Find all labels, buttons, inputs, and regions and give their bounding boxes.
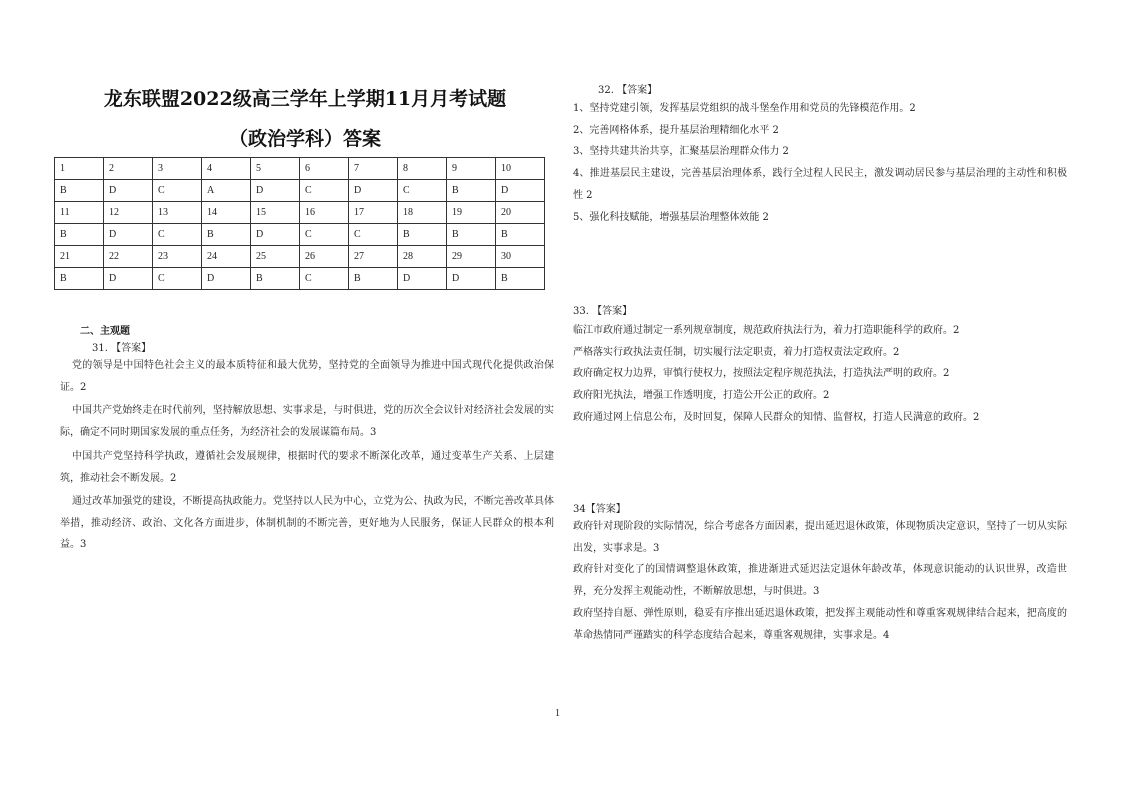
q34-line: 政府针对现阶段的实际情况，综合考虑各方面因素，提出延迟退休政策，体现物质决定意识，坚持了一切从实际出发，实事求是。3 (573, 521, 1067, 554)
question-number-cell: 18 (398, 202, 447, 224)
document-title: 龙东联盟2022级高三学年上学期11月月考试题 (103, 88, 507, 110)
q34-answer (573, 516, 1067, 646)
answer-cell: D (202, 268, 251, 290)
question-number-cell: 5 (251, 158, 300, 180)
question-number-cell: 30 (496, 246, 545, 268)
document-subtitle: （政治学科）答案 (228, 128, 381, 150)
question-number-cell: 14 (202, 202, 251, 224)
answer-table (54, 157, 545, 290)
answer-cell: C (349, 224, 398, 246)
q33-line: 政府确定权力边界，审慎行使权力，按照法定程序规范执法，打造执法严明的政府。2 (573, 368, 950, 380)
answer-cell: D (104, 268, 153, 290)
q31-paragraph: 中国共产党始终走在时代前列，坚持解放思想、实事求是，与时俱进，党的历次全会议针对经济社会发展的实际，确定不同时期国家发展的重点任务，为经济社会的发展谋篇布局。3 (60, 405, 554, 438)
q32-line: 2、完善网格体系，提升基层治理精细化水平 2 (573, 124, 779, 136)
question-number-cell: 6 (300, 158, 349, 180)
question-number-cell: 27 (349, 246, 398, 268)
answer-cell: B (202, 224, 251, 246)
section-heading: 二、主观题 (80, 326, 130, 337)
q32-line: 5、强化科技赋能，增强基层治理整体效能 2 (573, 211, 769, 223)
q32-line: 3、坚持共建共治共享，汇聚基层治理群众伟力 2 (573, 146, 789, 158)
answer-cell: C (153, 224, 202, 246)
answer-cell: B (251, 268, 300, 290)
question-number-row (55, 202, 545, 224)
answer-cell: D (251, 180, 300, 202)
q33-answer (573, 320, 1067, 429)
question-number-cell: 17 (349, 202, 398, 224)
q33-heading: 33. 【答案】 (573, 306, 633, 317)
answer-cell: B (496, 268, 545, 290)
question-number-cell: 21 (55, 246, 104, 268)
q31-paragraph: 通过改革加强党的建设，不断提高执政能力。党坚持以人民为中心，立党为公、执政为民，不断完善改革具体举措，推动经济、政治、文化各方面进步，体制机制的不断完善，更好地为人民服务，保证人民群众的根本利益。3 (60, 496, 554, 550)
answer-cell: C (398, 180, 447, 202)
question-number-cell: 3 (153, 158, 202, 180)
q34-line: 政府坚持自愿、弹性原则，稳妥有序推出延迟退休政策，把发挥主观能动性和尊重客观规律结合起来，把高度的革命热情同严谨踏实的科学态度结合起来，尊重客观规律，实事求是。4 (573, 607, 1067, 641)
question-number-cell: 16 (300, 202, 349, 224)
question-number-cell: 1 (55, 158, 104, 180)
answer-cell: D (447, 268, 496, 290)
q34-heading: 34【答案】 (573, 504, 626, 515)
question-number-cell: 4 (202, 158, 251, 180)
answer-cell: B (447, 224, 496, 246)
q32-heading: 32. 【答案】 (598, 85, 658, 96)
question-number-cell: 15 (251, 202, 300, 224)
q32-line: 1、坚持党建引领，发挥基层党组织的战斗堡垒作用和党员的先锋模范作用。2 (573, 103, 916, 114)
q31-paragraph: 中国共产党坚持科学执政，遵循社会发展规律，根据时代的要求不断深化改革，通过变革生产关系、上层建筑，推动社会不断发展。2 (60, 451, 554, 484)
answer-cell: C (153, 268, 202, 290)
q32-answer (573, 98, 1067, 228)
answer-cell: C (300, 224, 349, 246)
question-number-cell: 12 (104, 202, 153, 224)
answer-cell: B (447, 180, 496, 202)
answer-row (55, 180, 545, 202)
q33-line: 临江市政府通过制定一系列规章制度，规范政府执法行为，着力打造职能科学的政府。2 (573, 325, 960, 336)
question-number-row (55, 158, 545, 180)
question-number-cell: 13 (153, 202, 202, 224)
question-number-cell: 8 (398, 158, 447, 180)
answer-cell: D (251, 224, 300, 246)
question-number-cell: 7 (349, 158, 398, 180)
answer-cell: C (300, 268, 349, 290)
answer-cell: B (55, 180, 104, 202)
q33-line: 政府阳光执法，增强工作透明度，打造公开公正的政府。2 (573, 390, 830, 402)
answer-cell: D (104, 180, 153, 202)
answer-cell: B (55, 224, 104, 246)
question-number-cell: 29 (447, 246, 496, 268)
question-number-cell: 26 (300, 246, 349, 268)
answer-cell: C (300, 180, 349, 202)
question-number-row (55, 246, 545, 268)
q33-line: 严格落实行政执法责任制，切实履行法定职责，着力打造权责法定政府。2 (573, 346, 900, 358)
question-number-cell: 22 (104, 246, 153, 268)
question-number-cell: 25 (251, 246, 300, 268)
q32-line: 4、推进基层民主建设，完善基层治理体系，践行全过程人民民主，激发调动居民参与基层治理的主动性和积极性 2 (573, 168, 1067, 201)
answer-cell: B (349, 268, 398, 290)
question-number-cell: 23 (153, 246, 202, 268)
answer-cell: D (496, 180, 545, 202)
question-number-cell: 20 (496, 202, 545, 224)
answer-row (55, 268, 545, 290)
question-number-cell: 10 (496, 158, 545, 180)
question-number-cell: 28 (398, 246, 447, 268)
answer-cell: C (153, 180, 202, 202)
page-number: 1 (555, 708, 560, 719)
q34-line: 政府针对变化了的国情调整退休政策，推进渐进式延迟法定退休年龄改革，体现意识能动的认识世界，改造世界，充分发挥主观能动性，不断解放思想，与时俱进。3 (573, 564, 1067, 598)
answer-cell: B (55, 268, 104, 290)
q31-heading: 31. 【答案】 (92, 343, 152, 354)
question-number-cell: 24 (202, 246, 251, 268)
answer-cell: D (349, 180, 398, 202)
question-number-cell: 19 (447, 202, 496, 224)
question-number-cell: 9 (447, 158, 496, 180)
question-number-cell: 11 (55, 202, 104, 224)
answer-cell: B (496, 224, 545, 246)
question-number-cell: 2 (104, 158, 153, 180)
answer-row (55, 224, 545, 246)
answer-cell: B (398, 224, 447, 246)
answer-cell: D (104, 224, 153, 246)
answer-cell: D (398, 268, 447, 290)
answer-cell: A (202, 180, 251, 202)
q33-line: 政府通过网上信息公布，及时回复，保障人民群众的知情、监督权，打造人民满意的政府。2 (573, 411, 980, 423)
q31-paragraph: 党的领导是中国特色社会主义的最本质特征和最大优势，坚持党的全面领导为推进中国式现代化提供政治保证。2 (60, 360, 554, 393)
